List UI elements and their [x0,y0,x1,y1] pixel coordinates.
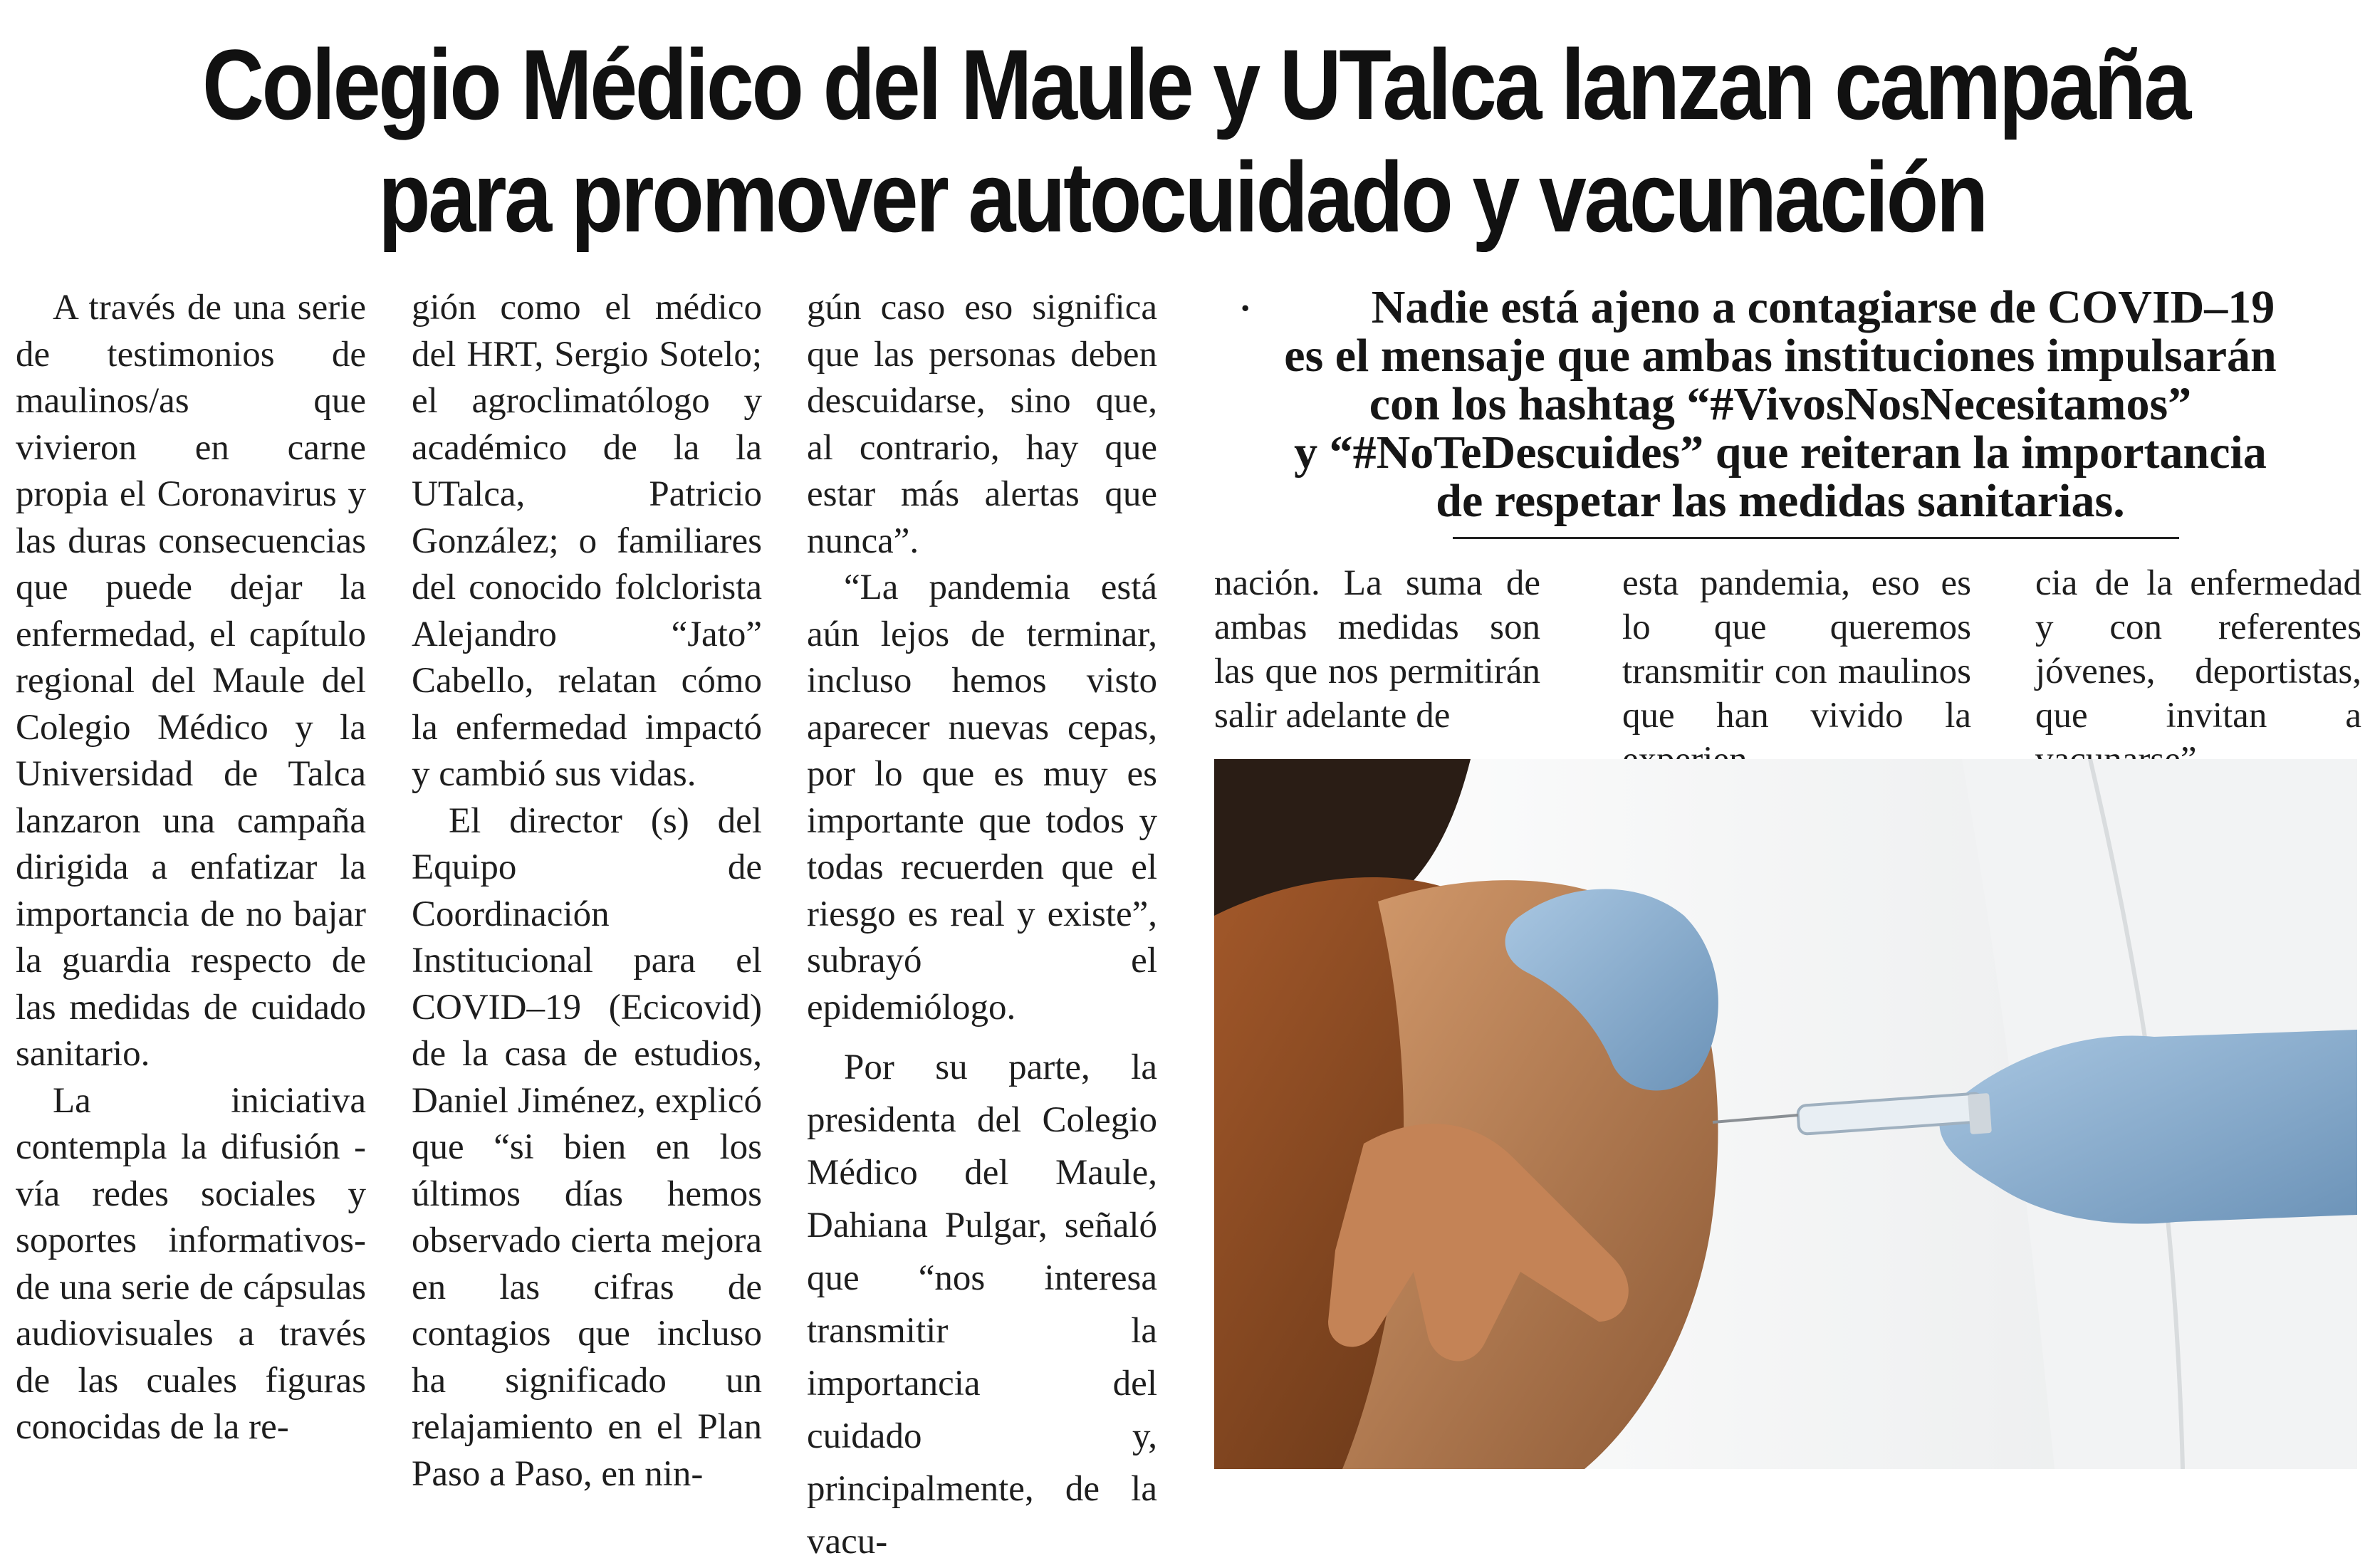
column3-paragraph-2: “La pandemia está aún lejos de terminar, incluso hemos visto aparecer nuevas cepas, por lo que es muy es importante que todos y todas recuerden que el riesgo es real y existe”, subrayó el epidemiólogo. [807,568,1157,1028]
column1-paragraph-2: La iniciativa contempla la difusión -vía redes sociales y soportes informativos- de una serie de cápsulas audiovisuales a través de las cuales figuras conocidas de la re- [16,1080,366,1447]
article-column-2 [412,285,762,1498]
headline-line-1: Colegio Médico del Maule y UTalca lanzan campaña [202,28,2189,140]
highlight-line-4: y “#NoTeDescuides” que reiteran la importancia [1294,427,2267,479]
headline [202,28,2189,254]
highlight-line-3: con los hashtag “#VivosNosNecesitamos” [1369,378,2192,430]
column3-paragraph-3: Por su parte, la presidenta del Colegio Médico del Maule, Dahiana Pulgar, señaló que “nos interesa transmitir la importancia del cuidado y, principalmente, de la vacu- [807,1047,1157,1562]
highlight-line-5: de respetar las medidas sanitarias. [1436,475,2125,527]
vaccination-illustration [1214,759,2357,1469]
article-column-3 [807,285,1157,1568]
column2-paragraph-1: gión como el médico del HRT, Sergio Sotelo; el agroclimatólogo y académico de la la UTalca, Patricio González; o familiares del conocido folclorista Alejandro “Jato” Cabello, relatan cómo la enfermedad impactó y cambió sus vidas. [412,288,762,794]
highlight-line-1: Nadie está ajeno a contagiarse de COVID–19 [1371,281,2275,333]
sub-column-1 [1214,561,1540,738]
highlight-quote [1211,283,2350,526]
bullet-icon: · [1239,288,1252,329]
article-column-1 [16,285,366,1451]
column3-paragraph-1: gún caso eso significa que las personas deben descuidarse, sino que, al contrario, hay que estar más alertas que nunca”. [807,288,1157,561]
column1-paragraph-1: A través de una serie de testimonios de maulinos/as que vivieron en carne propia el Coronavirus y las duras consecuencias que puede dejar la enfermedad, el capítulo regional del Maule del Colegio Médico y la Universidad de Talca lanzaron una campaña dirigida a enfatizar la importancia de no bajar la guardia respecto de las medidas de cuidado sanitario. [16,288,366,1074]
sub-column-3-text: cia de la enfermedad y con referentes jóvenes, deportistas, que invitan a [2035,563,2361,736]
column2-paragraph-2: El director (s) del Equipo de Coordinación Institucional para el COVID–19 (Ecicovid) de la casa de estudios, Daniel Jiménez, explicó que “si bien en los últimos días hemos observado cierta mejora en las cifras de contagios que incluso ha significado un relajamiento en el Plan Paso a Paso, en nin- [412,800,762,1494]
highlight-line-2: es el mensaje que ambas instituciones impulsarán [1284,330,2277,382]
sub-column-2 [1622,561,1971,782]
highlight-underline [1453,537,2179,539]
headline-line-2: para promover autocuidado y vacunación [378,141,1986,253]
sub-column-2-text: esta pandemia, eso es lo que queremos transmitir con maulinos que han vivido la [1622,563,1971,736]
vaccination-photo [1214,759,2357,1469]
sub-column-3 [2035,561,2361,782]
sub-column-1-text: nación. La suma de ambas medidas son las que nos permitirán salir adelante de [1214,563,1540,736]
